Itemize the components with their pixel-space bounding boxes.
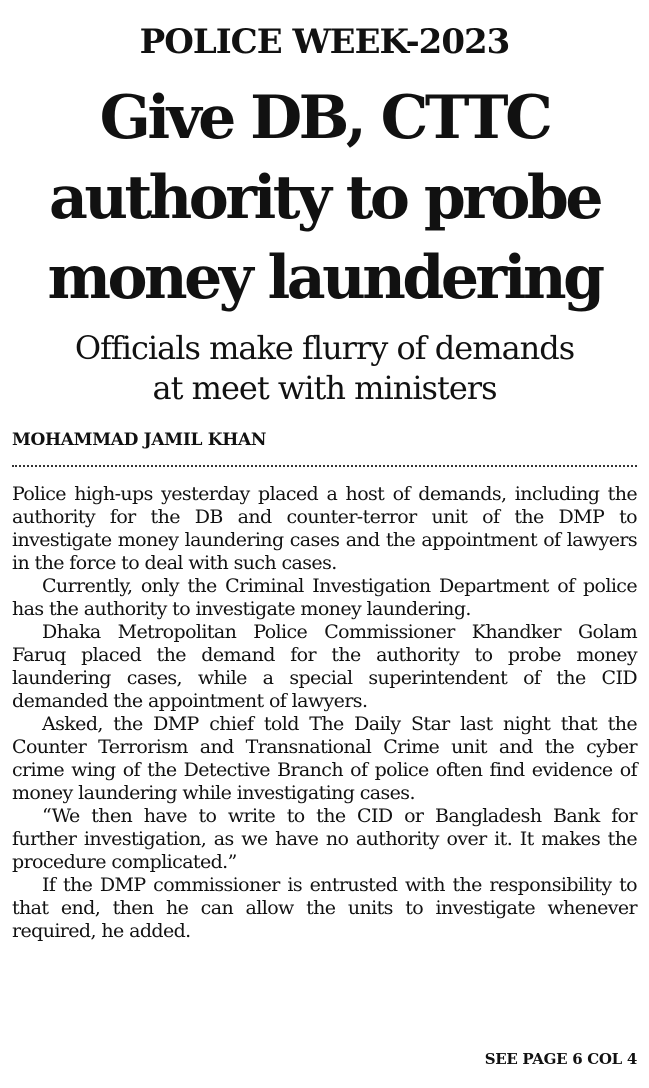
article-paragraph: If the DMP commissioner is entrusted with the responsibility to that end, then he can allow the units to investigate whenever required, he added. [12, 874, 637, 942]
headline [0, 78, 649, 318]
section-kicker: POLICE WEEK-2023 [139, 22, 510, 62]
continuation-link[interactable]: SEE PAGE 6 COL 4 [484, 1050, 637, 1068]
headline-line: money laundering [47, 243, 602, 313]
dotted-divider [12, 465, 637, 467]
subheadline-line: at meet with ministers [152, 369, 497, 407]
article-paragraph: Asked, the DMP chief told The Daily Star last night that the Counter Terrorism and Transnational Crime unit and the cyber crime wing of the Detective Branch of police often find evidence of money laundering while investigating cases. [12, 713, 637, 804]
headline-line: Give DB, CTTC [99, 83, 550, 153]
article-body [12, 483, 637, 943]
byline: MOHAMMAD JAMIL KHAN [12, 430, 267, 450]
subheadline [0, 328, 649, 408]
headline-line: authority to probe [48, 163, 601, 233]
article-paragraph: “We then have to write to the CID or Bangladesh Bank for further investigation, as we have no authority over it. It makes the procedure complicated.” [12, 805, 637, 873]
article-paragraph: Dhaka Metropolitan Police Commissioner Khandker Golam Faruq placed the demand for the authority to probe money laundering cases, while a special superintendent of the CID demanded the appointment of lawyers. [12, 621, 637, 712]
article-paragraph: Police high-ups yesterday placed a host of demands, including the authority for the DB and counter-terror unit of the DMP to investigate money laundering cases and the appointment of lawyers in the force to deal with such cases. [12, 483, 637, 574]
subheadline-line: Officials make flurry of demands [74, 329, 575, 367]
article-paragraph: Currently, only the Criminal Investigation Department of police has the authority to investigate money laundering. [12, 575, 637, 620]
